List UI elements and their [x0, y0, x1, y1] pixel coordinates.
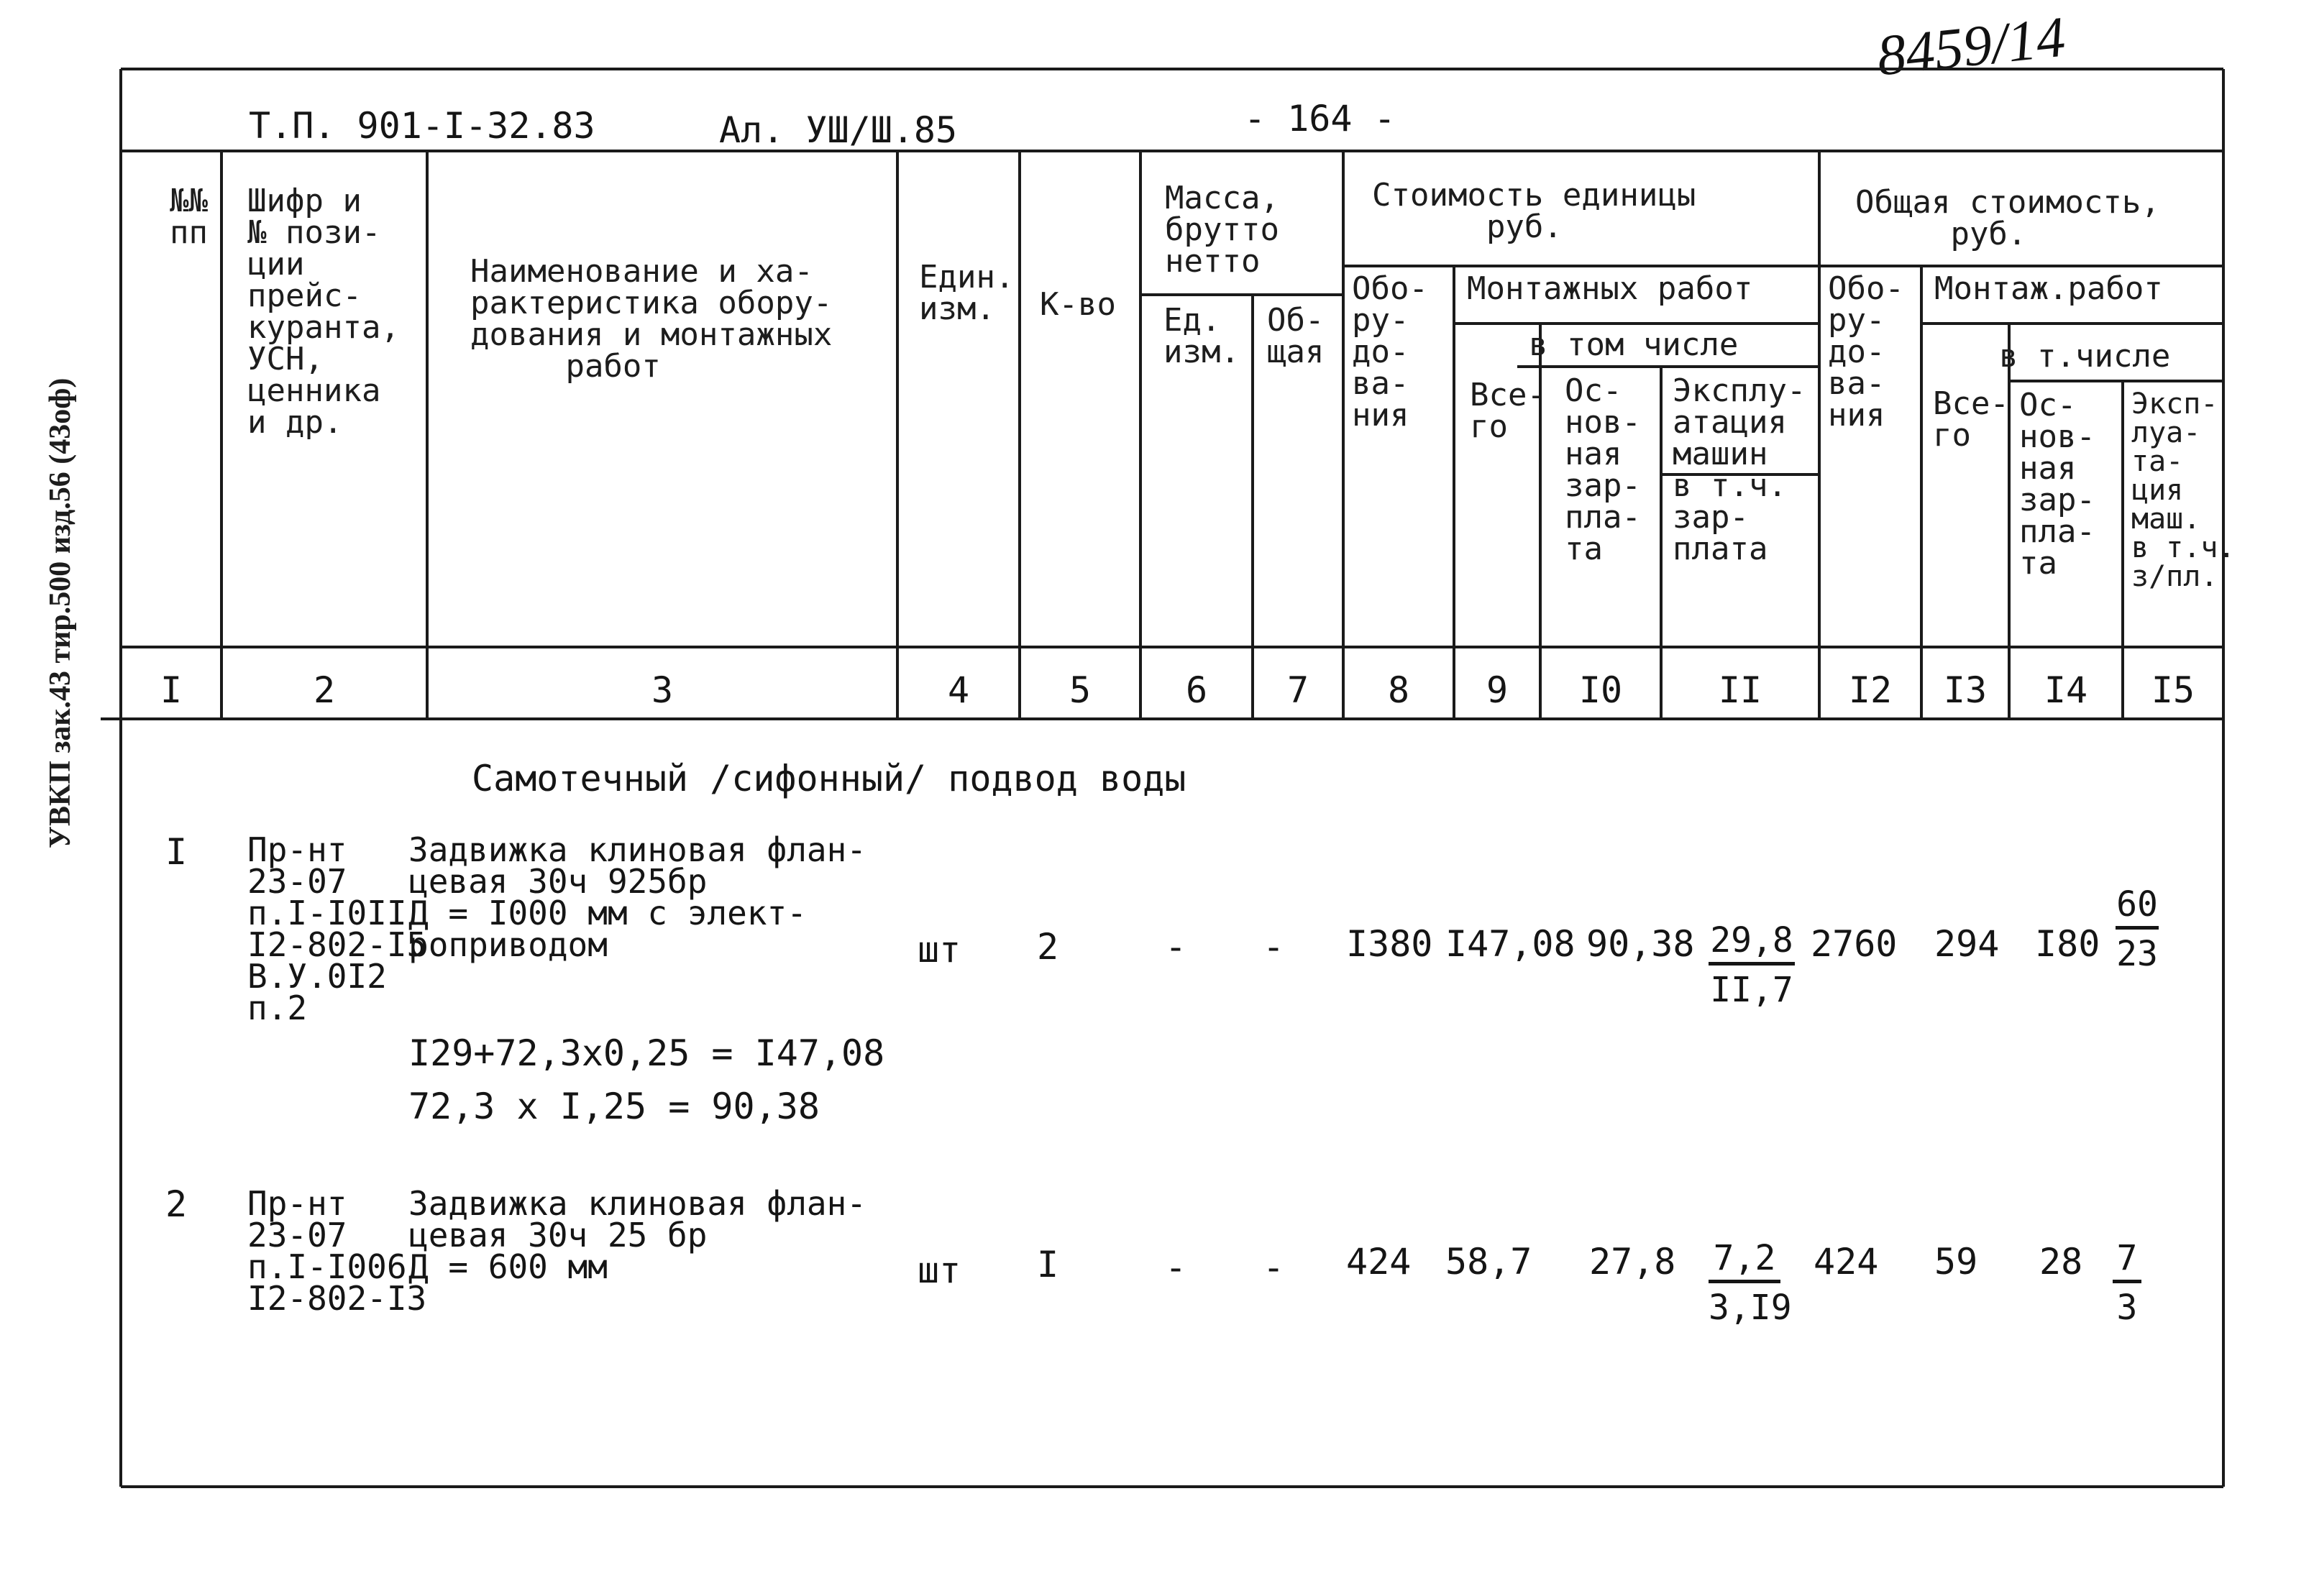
- row-1-machines-wage: II,7: [1710, 970, 1793, 1010]
- column-number-12: I2: [1848, 669, 1893, 711]
- row-2-name: Задвижка клиновая флан- цевая 30ч 25 бр Д = 600 мм: [408, 1184, 866, 1286]
- row-2-equipment: 424: [1346, 1241, 1412, 1283]
- header-total-installation: Монтаж.работ: [1934, 270, 2163, 307]
- column-number-4: 4: [947, 669, 970, 711]
- row-1-machines-total: 29,8: [1709, 923, 1795, 966]
- archive-number-stamp: 8459/14: [1874, 5, 2069, 88]
- row-1-total-machines: [2116, 884, 2159, 974]
- column-number-10: I0: [1578, 669, 1623, 711]
- row-2-qty: I: [1037, 1244, 1059, 1285]
- row-1-code: Пр-нт 23-07 п.I-I0II I2-802-I5 В.У.0I2 п.2: [247, 830, 427, 1027]
- row-1-machines: [1709, 920, 1795, 1010]
- header-unit-including: в том числе: [1529, 326, 1739, 363]
- header-quantity: К-во: [1040, 286, 1116, 323]
- project-code: Т.П. 901-I-32.83: [249, 105, 595, 147]
- row-2-total-machines: [2113, 1238, 2141, 1328]
- column-number-14: I4: [2044, 669, 2088, 711]
- header-unit-installation: Монтажных работ: [1467, 270, 1753, 307]
- header-total-including: в т.числе: [1999, 338, 2171, 375]
- row-1-equipment: I380: [1346, 923, 1433, 965]
- row-1-number: I: [165, 831, 188, 873]
- row-1-mass-total: -: [1263, 926, 1285, 968]
- header-mass-total: Об- щая: [1267, 302, 1325, 370]
- header-mass-unit: Ед. изм.: [1163, 302, 1240, 370]
- row-2-number: 2: [165, 1183, 188, 1225]
- column-number-5: 5: [1069, 669, 1092, 711]
- row-1-total-machines-total: 60: [2116, 887, 2159, 930]
- column-number-9: 9: [1486, 669, 1509, 711]
- column-number-3: 3: [651, 669, 674, 711]
- header-total-cost: Общая стоимость, руб.: [1855, 184, 2160, 252]
- section-title: Самотечный /сифонный/ подвод воды: [472, 758, 1186, 799]
- row-2-code: Пр-нт 23-07 п.I-I006 I2-802-I3: [247, 1184, 427, 1318]
- row-1-total-wage: I80: [2035, 923, 2100, 965]
- album-code: Ал. УШ/Ш.85: [719, 109, 958, 151]
- row-2-mass-unit: -: [1165, 1247, 1187, 1288]
- row-1-qty: 2: [1037, 926, 1059, 968]
- row-2-unit: шт: [918, 1249, 961, 1291]
- header-total-machines: Эксп- луа- та- ция маш. в т.ч. з/пл.: [2131, 387, 2236, 593]
- header-total-total: Все- го: [1933, 385, 2009, 454]
- column-number-15: I5: [2151, 669, 2195, 711]
- row-2-wage: 27,8: [1589, 1241, 1676, 1283]
- row-1-name: Задвижка клиновая флан- цевая 30ч 925бр Д = I000 мм с элект- роприводом: [408, 830, 866, 964]
- row-2-total-equipment: 424: [1814, 1241, 1879, 1283]
- header-total-wage: Ос- нов- ная зар- пла- та: [2019, 387, 2095, 582]
- header-unit-equipment: Обо- ру- до- ва- ния: [1352, 270, 1428, 434]
- row-1-total-installation: 294: [1934, 923, 2000, 965]
- row-2-total-machines-total: 7: [2113, 1241, 2141, 1283]
- row-2-total-installation: 59: [1934, 1241, 1978, 1283]
- header-unit-wage: Ос- нов- ная зар- пла- та: [1565, 372, 1641, 567]
- column-number-2: 2: [313, 669, 336, 711]
- column-number-13: I3: [1943, 669, 1988, 711]
- row-2-installation-total: 58,7: [1445, 1241, 1532, 1283]
- header-unit-cost: Стоимость единицы руб.: [1372, 177, 1696, 245]
- row-2-total-machines-wage: 3: [2116, 1288, 2138, 1328]
- column-number-11: II: [1718, 669, 1762, 711]
- row-1-wage: 90,38: [1586, 923, 1695, 965]
- row-1-mass-unit: -: [1165, 926, 1187, 968]
- page-number: - 164 -: [1244, 98, 1396, 139]
- column-number-1: I: [160, 669, 183, 711]
- row-1-total-equipment: 2760: [1811, 923, 1898, 965]
- row-2-machines: [1709, 1238, 1792, 1328]
- header-mass: Масса, брутто нетто: [1165, 180, 1279, 280]
- row-2-machines-total: 7,2: [1709, 1241, 1780, 1283]
- column-number-7: 7: [1286, 669, 1309, 711]
- row-1-calculation-1: I29+72,3х0,25 = I47,08: [408, 1032, 885, 1074]
- row-1-unit: шт: [918, 929, 961, 971]
- row-1-total-machines-wage: 23: [2116, 934, 2158, 974]
- row-2-machines-wage: 3,I9: [1709, 1288, 1792, 1328]
- row-2-mass-total: -: [1263, 1247, 1285, 1288]
- row-2-total-wage: 28: [2039, 1241, 2083, 1283]
- header-unit: Един. изм.: [919, 259, 1015, 327]
- header-price-code: Шифр и № пози- ции прейс- куранта, УСН, ценника и др.: [247, 183, 400, 441]
- column-number-6: 6: [1185, 669, 1208, 711]
- header-total-equipment: Обо- ру- до- ва- ния: [1828, 270, 1904, 434]
- header-item-number: №№ пп: [170, 183, 208, 251]
- header-name: Наименование и ха- рактеристика обору- дования и монтажных работ: [470, 253, 833, 385]
- row-1-calculation-2: 72,3 х I,25 = 90,38: [408, 1086, 820, 1127]
- header-unit-machines: Эксплу- атация машин в т.ч. зар- плата: [1673, 372, 1806, 567]
- side-print-note: УВКП зак.43 тир.500 изд.56 (43оф): [44, 377, 77, 848]
- header-unit-total: Все- го: [1470, 377, 1546, 445]
- column-number-8: 8: [1387, 669, 1410, 711]
- row-1-installation-total: I47,08: [1445, 923, 1576, 965]
